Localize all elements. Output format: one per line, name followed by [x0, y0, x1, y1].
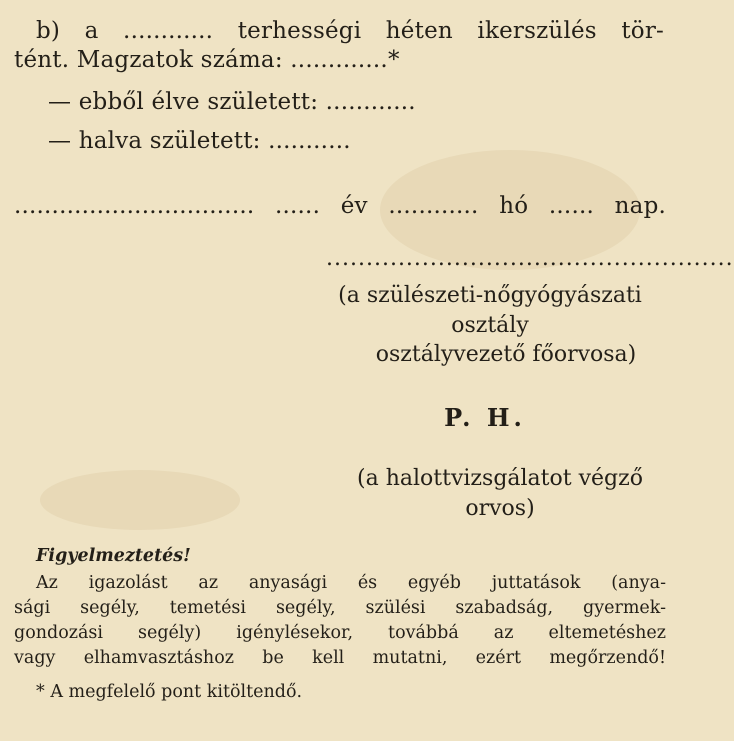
stamp-place: P. H. — [444, 403, 526, 432]
signature2-line-1: (a halottvizsgálatot végző — [357, 466, 643, 491]
stillborn-line: — halva született: ........... — [48, 128, 351, 154]
signature2-line-2: orvos) — [465, 496, 535, 521]
warning-title: Figyelmeztetés! — [36, 546, 191, 566]
warning-line-2: sági segély, temetési segély, szülési szabadság, gyermek- — [14, 598, 666, 618]
warning-line-3: gondozási segély) igénylésekor, továbbá az eltemetéshez — [14, 623, 666, 643]
date-line: ................................ ...... év ............ hó ...... nap. — [14, 193, 666, 219]
footnote: * A megfelelő pont kitöltendő. — [36, 682, 303, 702]
signature1-line-1: (a szülészeti-nőgyógyászati — [338, 283, 642, 308]
warning-line-4: vagy elhamvasztáshoz be kell mutatni, ezért megőrzendő! — [14, 648, 666, 668]
born-alive-line: — ebből élve született: ............ — [48, 89, 416, 115]
signature1-line-3: osztályvezető főorvosa) — [375, 342, 637, 367]
warning-line-1: Az igazolást az anyasági és egyéb juttatások (anya- — [36, 573, 666, 593]
signature1-line-2: osztály — [451, 313, 529, 338]
signature-dots: ................................................... — [326, 246, 734, 271]
twin-birth-line-2: tént. Magzatok száma: .............* — [14, 47, 400, 73]
paper-stain — [40, 470, 240, 530]
twin-birth-line-1: b) a ............ terhességi héten ikerszülés tör- — [36, 18, 664, 44]
